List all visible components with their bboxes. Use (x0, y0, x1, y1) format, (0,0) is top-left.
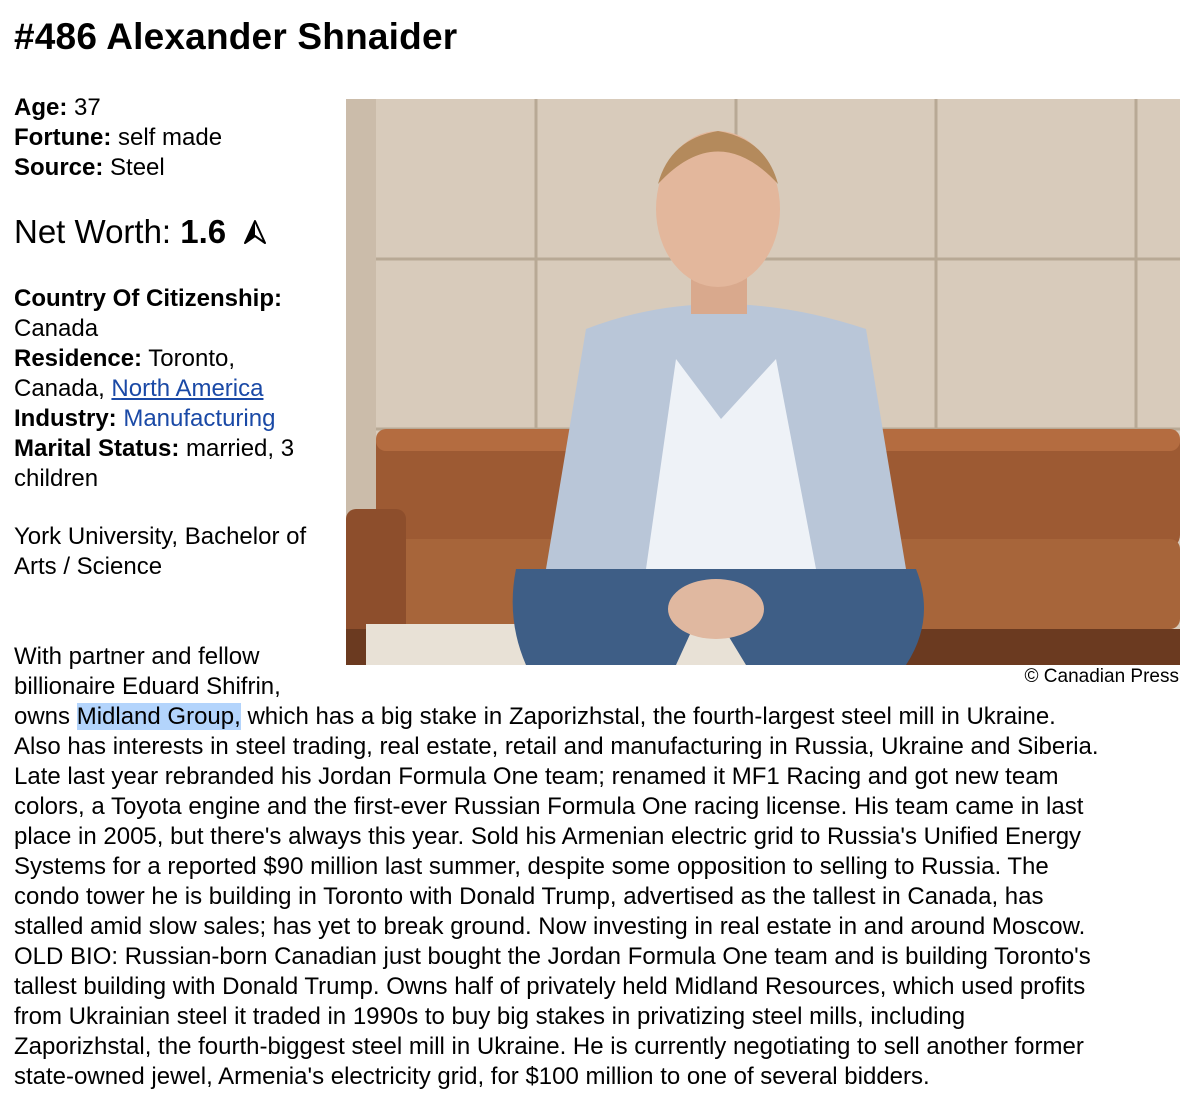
bio-line: colors, a Toyota engine and the first-ever Russian Formula One racing license. His team came in last (14, 793, 1084, 820)
source-row (14, 153, 344, 183)
bio-line-text: which has a big stake in Zaporizhstal, the fourth-largest steel mill in Ukraine. (240, 703, 1056, 730)
education-line-2: Arts / Science (14, 553, 163, 580)
bio-line: state-owned jewel, Armenia's electricity grid, for $100 million to one of several bidders. (14, 1063, 930, 1090)
bio-line: OLD BIO: Russian-born Canadian just bought the Jordan Formula One team and is building Toronto's (14, 943, 1091, 970)
bio-intro (14, 642, 344, 702)
age-label: Age: (14, 94, 68, 121)
net-worth-label: Net Worth: (14, 213, 172, 250)
education-line-1: York University, Bachelor of (14, 523, 307, 550)
residence-country: Canada, (14, 375, 105, 402)
citizenship-row (14, 284, 342, 344)
bio-line (14, 702, 1192, 732)
bio-owns-word: owns (14, 703, 71, 730)
bio-line: Also has interests in steel trading, real estate, retail and manufacturing in Russia, Ukraine and Siberia. (14, 733, 1099, 760)
bio-line: Systems for a reported $90 million last summer, despite some opposition to selling to Russia. The (14, 853, 1049, 880)
residence-region-link[interactable]: North America (111, 375, 264, 402)
industry-link[interactable]: Manufacturing (123, 405, 276, 432)
age-row (14, 93, 344, 123)
marital-row (14, 434, 342, 494)
citizenship-value: Canada (14, 315, 99, 342)
age-value: 37 (74, 94, 101, 121)
bio-intro-line-1: With partner and fellow (14, 643, 260, 670)
fortune-row (14, 123, 344, 153)
bio-line: place in 2005, but there's always this year. Sold his Armenian electric grid to Russia's Unified Energy (14, 823, 1082, 850)
bio-line: from Ukrainian steel it traded in 1990s to buy big stakes in privatizing steel mills, including (14, 1003, 966, 1030)
bio-line: Zaporizhstal, the fourth-biggest steel mill in Ukraine. He is currently negotiating to sell another former (14, 1033, 1084, 1060)
marital-label: Marital Status: (14, 435, 180, 462)
industry-label: Industry: (14, 405, 117, 432)
page-title: #486 Alexander Shnaider (14, 16, 458, 57)
residence-city: Toronto, (148, 345, 236, 372)
trend-up-icon (243, 212, 267, 256)
details-block (14, 284, 342, 494)
portrait-photo (346, 99, 1180, 665)
net-worth (14, 210, 267, 256)
education (14, 522, 342, 582)
photo-credit: © Canadian Press (1024, 666, 1179, 687)
industry-row (14, 404, 342, 434)
bio-line: Late last year rebranded his Jordan Formula One team; renamed it MF1 Racing and got new team (14, 763, 1059, 790)
bio-text (14, 702, 1192, 1092)
bio-intro-line-2: billionaire Eduard Shifrin, (14, 673, 281, 700)
selected-text-highlight[interactable]: Midland Group, (76, 703, 241, 730)
residence-row (14, 344, 342, 404)
bio-line: stalled amid slow sales; has yet to break ground. Now investing in real estate in and around Moscow. (14, 913, 1086, 940)
fortune-value: self made (117, 124, 223, 151)
source-value: Steel (110, 154, 165, 181)
net-worth-value: 1.6 (180, 213, 227, 250)
bio-line: tallest building with Donald Trump. Owns half of privately held Midland Resources, which used profits (14, 973, 1086, 1000)
source-label: Source: (14, 154, 104, 181)
marital-value-a: married, 3 (186, 435, 295, 462)
residence-label: Residence: (14, 345, 143, 372)
fortune-label: Fortune: (14, 124, 112, 151)
citizenship-label: Country Of Citizenship: (14, 285, 282, 312)
facts-block (14, 93, 344, 183)
bio-line: condo tower he is building in Toronto with Donald Trump, advertised as the tallest in Canada, has (14, 883, 1044, 910)
marital-value-b: children (14, 465, 99, 492)
